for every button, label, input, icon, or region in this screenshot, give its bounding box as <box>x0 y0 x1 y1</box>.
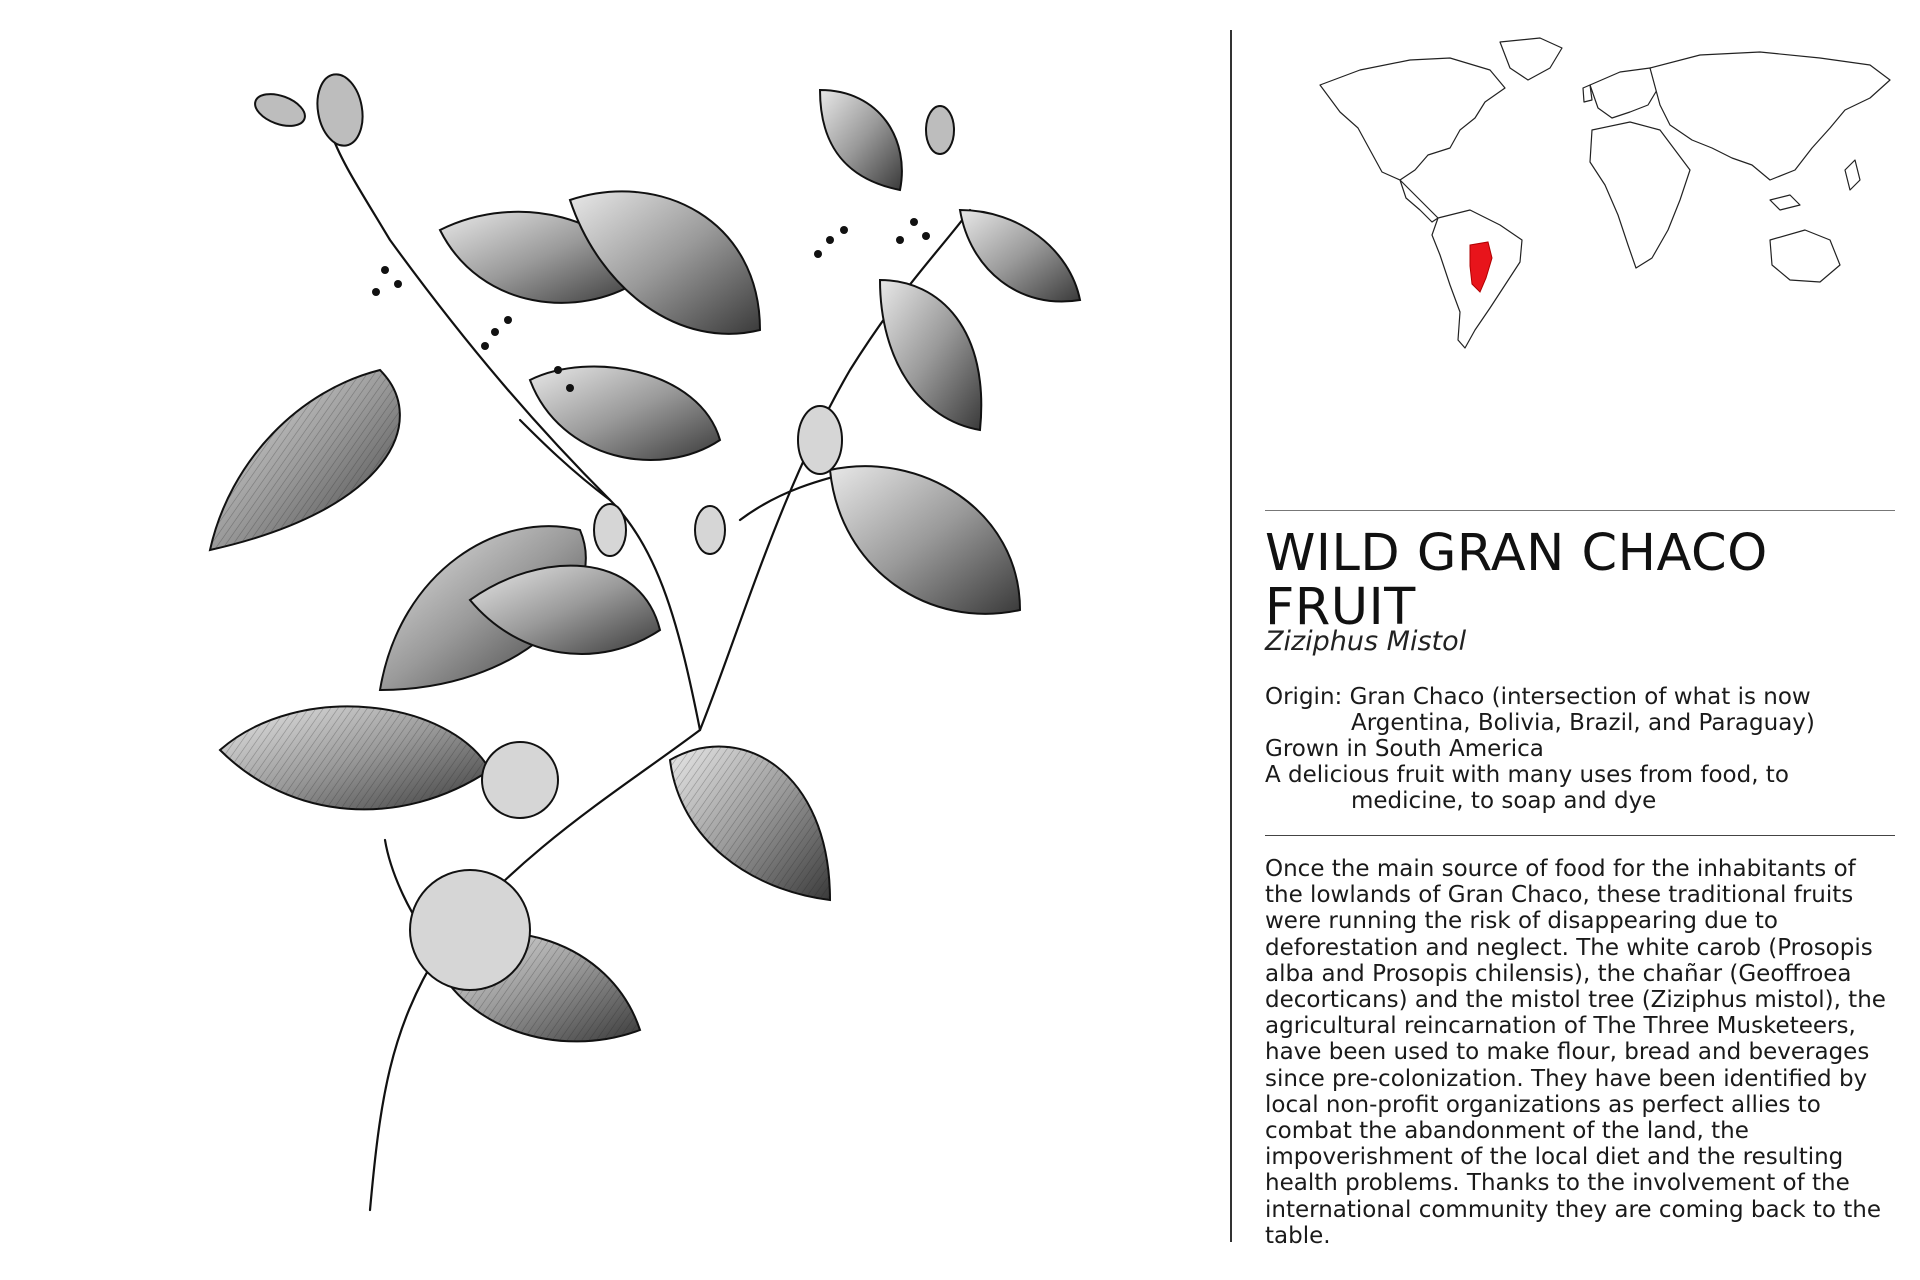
facts-list <box>1265 684 1897 814</box>
scientific-name: Ziziphus Mistol <box>1265 626 1467 657</box>
vertical-divider <box>1230 30 1232 1242</box>
section-rule-top <box>1265 510 1895 511</box>
fact-grown: Grown in South America <box>1265 736 1544 762</box>
mistol-branch-illustration <box>140 70 1100 1230</box>
fact-uses: A delicious fruit with many uses from food, to medicine, to soap and dye <box>1265 762 1789 814</box>
page-title: WILD GRAN CHACO FRUIT <box>1265 524 1768 637</box>
world-map-highlight <box>1300 30 1900 360</box>
section-rule-bottom <box>1265 835 1895 836</box>
fact-origin: Origin: Gran Chaco (intersection of what is now Argentina, Bolivia, Brazil, and Paraguay) <box>1265 684 1815 736</box>
description-paragraph: Once the main source of food for the inhabitants of the lowlands of Gran Chaco, these traditional fruits were running the risk of disappearing due to deforestation and neglect. The white carob (Prosopis alba and Prosopis chilensis), the chañar (Geoffroea decorticans) and the mistol tree (Ziziphus mistol), the agricultural reincarnation of The Three Musketeers, have been used to make flour, bread and beverages since pre-colonization. They have been identified by local non-profit organizations as perfect allies to combat the abandonment of the land, the impoverishment of the local diet and the resulting health problems. Thanks to the involvement of the international community they are coming back to the table. <box>1265 856 1886 1249</box>
